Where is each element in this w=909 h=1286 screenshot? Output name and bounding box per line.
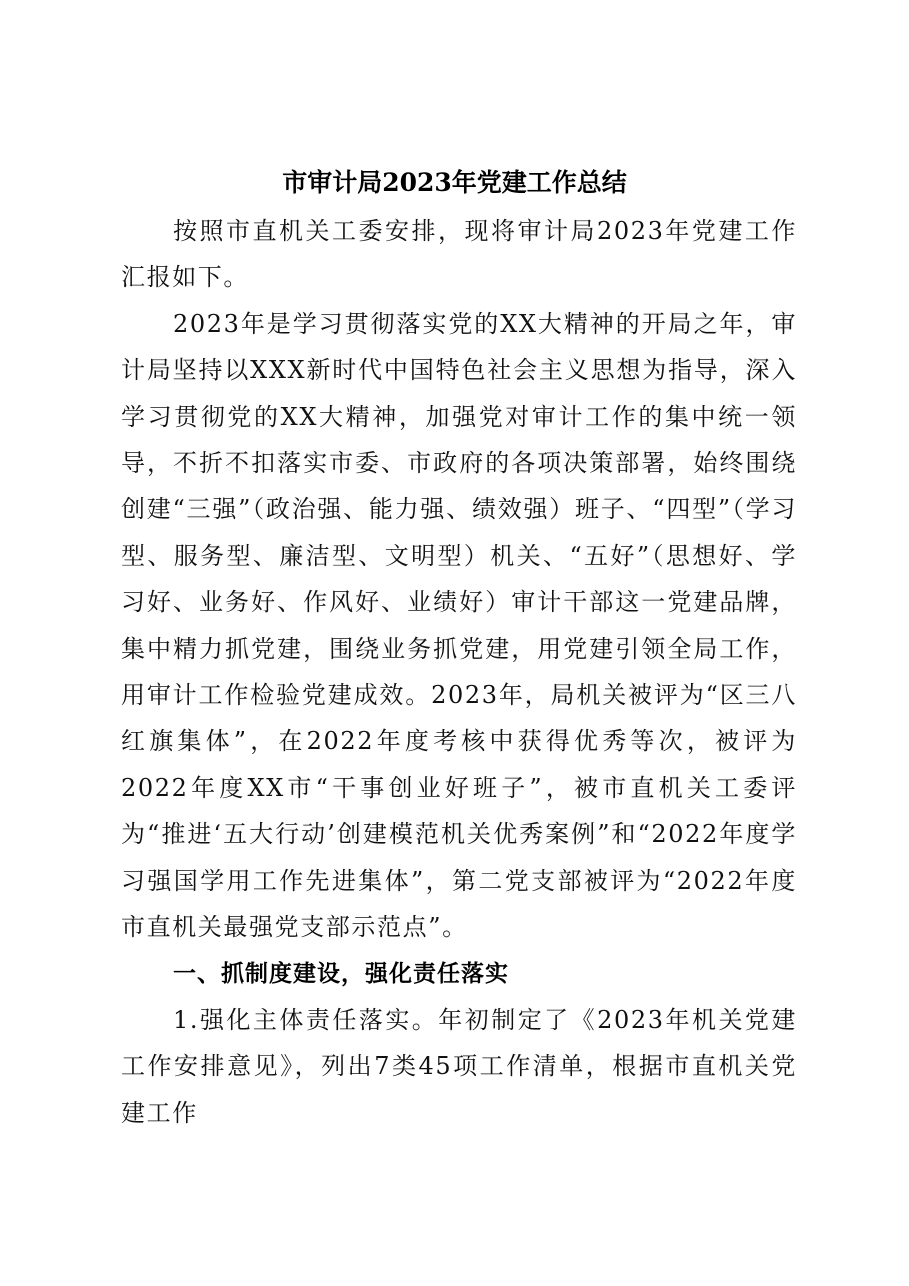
overview-paragraph: 2023年是学习贯彻落实党的XX大精神的开局之年，审计局坚持以XXX新时代中国特色社会主义思想为指导，深入学习贯彻党的XX大精神，加强党对审计工作的集中统一领导，不折不扣落实市委、市政府的各项决策部署，始终围绕创建“三强”（政治强、能力强、绩效强）班子、“四型”（学习型、服务型、廉洁型、文明型）机关、“五好”（思想好、学习好、业务好、作风好、业绩好）审计干部这一党建品牌，集中精力抓党建，围绕业务抓党建，用党建引领全局工作，用审计工作检验党建成效。2023年，局机关被评为“区三八红旗集体”，在2022年度考核中获得优秀等次，被评为2022年度XX市“干事创业好班子”，被市直机关工委评为“推进‘五大行动’创建模范机关优秀案例”和“2022年度学习强国学用工作先进集体”，第二党支部被评为“2022年度市直机关最强党支部示范点”。: [121, 309, 797, 942]
document-title: 市审计局2023年党建工作总结: [282, 168, 627, 197]
section-1-paragraph-1: 1.强化主体责任落实。年初制定了《2023年机关党建工作安排意见》，列出7类45项工作清单，根据市直机关党建工作: [121, 1005, 797, 1127]
intro-paragraph: 按照市直机关工委安排，现将审计局2023年党建工作汇报如下。: [121, 217, 797, 292]
section-heading-1: 一、抓制度建设，强化责任落实: [173, 960, 509, 987]
document-body: [121, 208, 797, 1136]
